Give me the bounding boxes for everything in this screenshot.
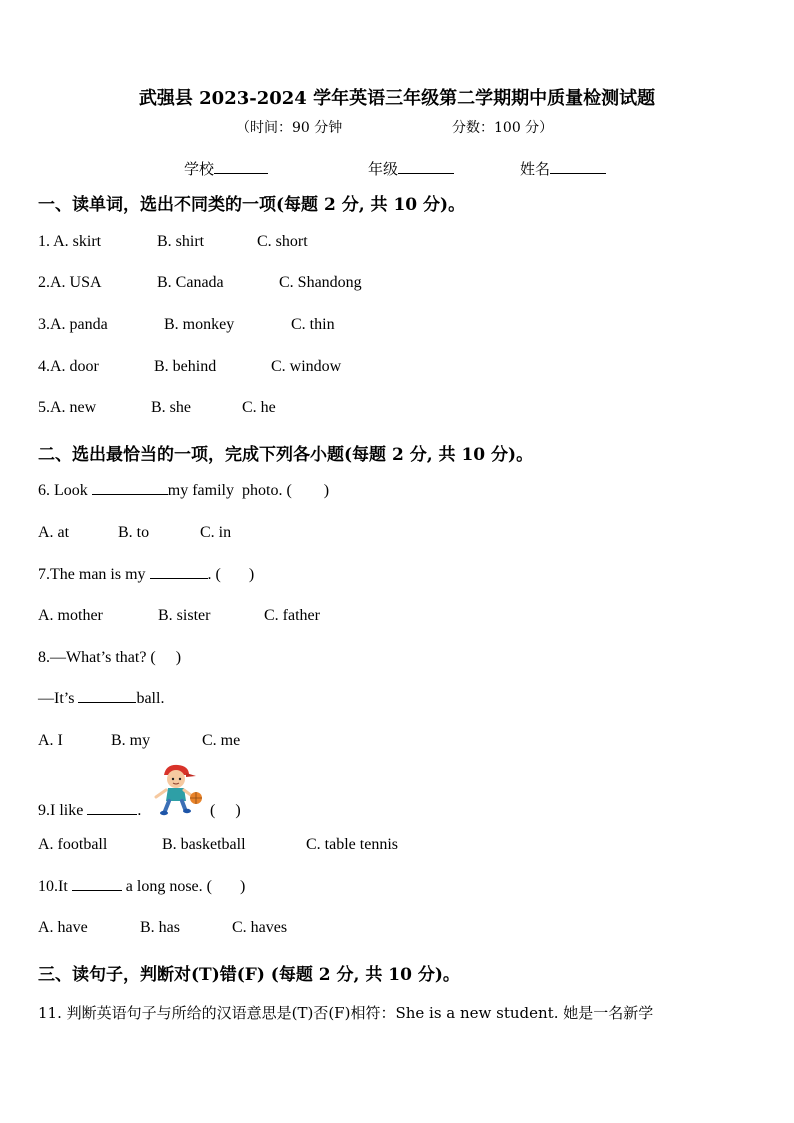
grade-field	[368, 158, 454, 179]
question-6	[38, 482, 329, 500]
name-field	[520, 158, 606, 179]
q10-blank	[72, 889, 122, 891]
q9-option-a: A. football	[38, 836, 108, 853]
grade-blank	[398, 172, 454, 174]
q10-stem-end: a long nose. ( )	[125, 878, 246, 895]
q8-stem: —It’s	[38, 690, 75, 707]
exam-time: （时间：90 分钟	[236, 120, 343, 136]
question-3: 3.A. panda	[38, 316, 108, 333]
q7-option-c: C. father	[264, 607, 320, 624]
boy-basketball-picture	[152, 761, 204, 817]
question-8: 8.—What’s that? ( )	[38, 649, 182, 666]
q8-option-b: B. my	[111, 732, 151, 749]
q7-stem: 7.The man is my	[38, 566, 146, 583]
q7-option-b: B. sister	[158, 607, 211, 624]
school-field	[184, 158, 268, 179]
page-title: 武强县 2023-2024 学年英语三年级第二学期期中质量检测试题	[138, 88, 656, 109]
q8-blank	[78, 701, 136, 703]
q1-option-c: C. short	[257, 233, 308, 250]
q6-option-c: C. in	[200, 524, 232, 541]
q7-blank	[150, 577, 208, 579]
exam-score: 分数：100 分）	[452, 120, 554, 136]
q9-stem-end: .	[137, 802, 142, 819]
question-4: 4.A. door	[38, 358, 99, 375]
q4-option-c: C. window	[271, 358, 342, 375]
section-2-title: 二、选出最恰当的一项，完成下列各小题(每题 2 分, 共 10 分)。	[38, 445, 534, 465]
q3-option-b: B. monkey	[164, 316, 235, 333]
q9-stem: 9.I like	[38, 802, 84, 819]
name-label: 姓名	[520, 160, 551, 178]
q6-option-a: A. at	[38, 524, 70, 541]
question-11: 11. 判断英语句子与所给的汉语意思是(T)否(F)相符：She is a new student. 她是一名新学	[38, 1004, 654, 1022]
question-9	[38, 802, 141, 820]
question-7	[38, 566, 254, 584]
school-label: 学校	[184, 160, 215, 178]
q7-stem-end: . ( )	[207, 566, 255, 583]
grade-label: 年级	[368, 160, 399, 178]
q5-option-b: B. she	[151, 399, 191, 416]
school-blank	[214, 172, 268, 174]
question-1: 1. A. skirt	[38, 233, 102, 250]
question-2: 2.A. USA	[38, 274, 102, 291]
q10-option-c: C. haves	[232, 919, 288, 936]
question-8-answer-line	[38, 690, 164, 708]
q9-option-b: B. basketball	[162, 836, 246, 853]
q9-option-c: C. table tennis	[306, 836, 398, 853]
q3-option-c: C. thin	[291, 316, 335, 333]
q6-stem-end: my family photo. ( )	[167, 482, 330, 499]
question-10	[38, 878, 245, 896]
section-1-title: 一、读单词，选出不同类的一项(每题 2 分, 共 10 分)。	[38, 195, 466, 215]
q2-option-c: C. Shandong	[279, 274, 362, 291]
q8-option-a: A. I	[38, 732, 63, 749]
q1-option-b: B. shirt	[157, 233, 205, 250]
section-3-title: 三、读句子，判断对(T)错(F) (每题 2 分, 共 10 分)。	[38, 965, 460, 985]
q10-stem: 10.It	[38, 878, 68, 895]
q8-stem-end: ball.	[136, 690, 165, 707]
question-5: 5.A. new	[38, 399, 97, 416]
q10-option-b: B. has	[140, 919, 180, 936]
q9-blank	[87, 813, 137, 815]
q2-option-b: B. Canada	[157, 274, 224, 291]
q6-option-b: B. to	[118, 524, 150, 541]
q7-option-a: A. mother	[38, 607, 103, 624]
q6-stem: 6. Look	[38, 482, 88, 499]
name-blank	[550, 172, 606, 174]
q9-answer-paren: ( )	[210, 802, 241, 819]
q8-option-c: C. me	[202, 732, 241, 749]
q10-option-a: A. have	[38, 919, 88, 936]
q6-blank	[92, 493, 168, 495]
q4-option-b: B. behind	[154, 358, 217, 375]
q5-option-c: C. he	[242, 399, 276, 416]
